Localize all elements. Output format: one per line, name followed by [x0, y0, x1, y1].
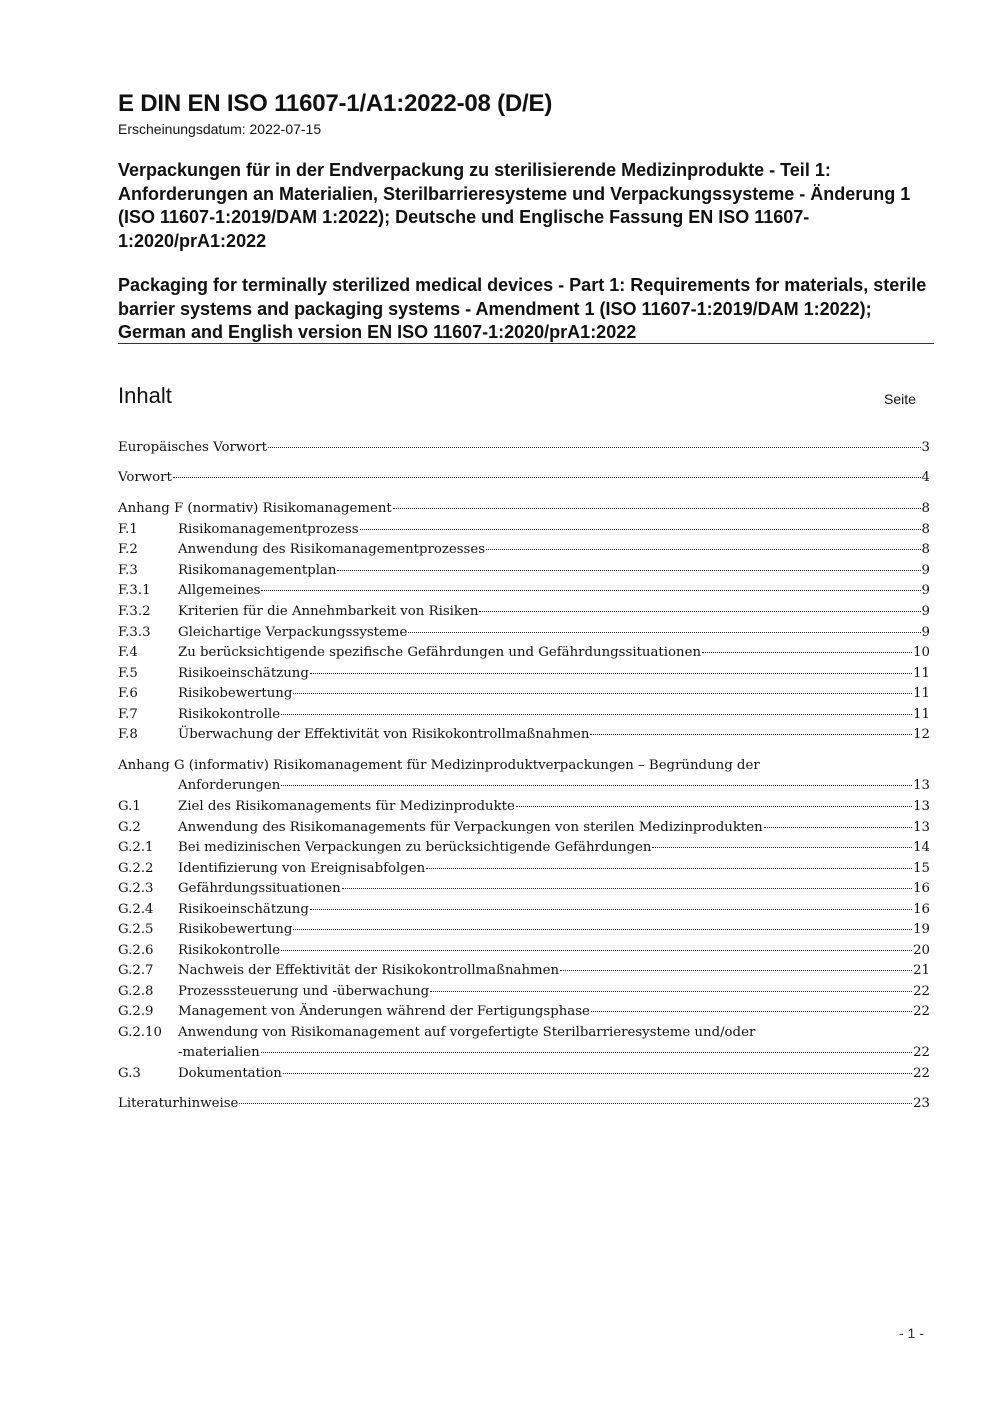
toc-entry-title: Ziel des Risikomanagements für Medizinprodukte: [178, 799, 515, 814]
toc-leader-dots: [261, 590, 920, 591]
document-id: E DIN EN ISO 11607-1/A1:2022-08 (D/E): [118, 90, 553, 117]
toc-leader-dots: [393, 508, 921, 509]
toc-leader-dots: [516, 806, 912, 807]
toc-leader-dots: [702, 652, 912, 653]
toc-entry-title: Anwendung des Risikomanagements für Verpackungen von sterilen Medizinprodukten: [178, 820, 763, 835]
toc-entry-number: G.2.5: [118, 922, 154, 937]
toc-page-column-label: Seite: [884, 391, 916, 407]
toc-entry-number: G.2.7: [118, 963, 154, 978]
toc-entry-number: G.2.1: [118, 840, 154, 855]
toc-entry-title: Anwendung von Risikomanagement auf vorgefertigte Sterilbarrieresysteme und/oder: [178, 1025, 756, 1040]
toc-entry-number: F.2: [118, 542, 138, 557]
toc-entry-page: 9: [921, 563, 930, 578]
toc-entry-page: 9: [921, 604, 930, 619]
toc-entry[interactable]: [118, 522, 930, 542]
toc-entry-page: 16: [913, 902, 930, 917]
toc-leader-dots: [652, 847, 912, 848]
toc-entry-title-continued: -materialien: [178, 1045, 260, 1060]
toc-entry-title: Vorwort: [118, 470, 172, 485]
toc-entry-page: 22: [913, 984, 930, 999]
toc-entry-page: 13: [913, 799, 930, 814]
toc-leader-dots: [293, 929, 912, 930]
toc-entry-line: [178, 1045, 930, 1065]
toc-entry-page: 14: [913, 840, 930, 855]
toc-entry-page: 22: [913, 1045, 930, 1060]
toc-entry-title: Kriterien für die Annehmbarkeit von Risiken: [178, 604, 479, 619]
toc-leader-dots: [486, 549, 920, 550]
toc-entry-title: Management von Änderungen während der Fertigungsphase: [178, 1004, 590, 1019]
toc-entry-title: Risikoeinschätzung: [178, 666, 309, 681]
toc-entry-title: Anhang G (informativ) Risikomanagement für Medizinproduktverpackungen – Begründung der: [118, 758, 760, 773]
toc-entry-line: [118, 758, 930, 778]
toc-entry[interactable]: [118, 758, 930, 799]
toc-leader-dots: [360, 529, 921, 530]
toc-entry-number: G.2.10: [118, 1025, 162, 1040]
toc-entry[interactable]: [118, 799, 930, 819]
toc-entry-number: F.6: [118, 686, 138, 701]
toc-entry[interactable]: [118, 881, 930, 901]
toc-entry-page: 11: [913, 666, 930, 681]
toc-entry-page: 10: [913, 645, 930, 660]
toc-entry-title: Nachweis der Effektivität der Risikokontrollmaßnahmen: [178, 963, 560, 978]
toc-leader-dots: [268, 447, 921, 448]
toc-entry-number: F.3.3: [118, 625, 151, 640]
toc-leader-dots: [310, 673, 912, 674]
toc-entry-page: 8: [921, 501, 930, 516]
toc-entry-number: G.2.8: [118, 984, 154, 999]
toc-entry-number: G.2: [118, 820, 141, 835]
toc-entry-title: Risikobewertung: [178, 686, 293, 701]
toc-entry-title: Risikokontrolle: [178, 943, 281, 958]
toc-entry-title: Bei medizinischen Verpackungen zu berücksichtigende Gefährdungen: [178, 840, 652, 855]
toc-entry[interactable]: [118, 707, 930, 727]
toc-entry-title: Literaturhinweise: [118, 1096, 239, 1111]
toc-leader-dots: [337, 570, 920, 571]
toc-entry-title: Risikoeinschätzung: [178, 902, 309, 917]
toc-entry-number: G.1: [118, 799, 141, 814]
toc-leader-dots: [281, 950, 912, 951]
title-english: Packaging for terminally sterilized medical devices - Part 1: Requirements for materials, sterile barrier systems and packaging systems - Amendment 1 (ISO 11607-1:2019/DAM 1:2022); German and English version EN ISO 11607-1:2020/prA1:2022: [118, 275, 927, 342]
toc-entry-number: F.3: [118, 563, 138, 578]
toc-entry-number: F.3.1: [118, 583, 151, 598]
toc-entry-page: 3: [921, 440, 930, 455]
toc-entry-page: 8: [921, 522, 930, 537]
toc-entry[interactable]: [118, 1096, 930, 1116]
toc-entry-title-continued: Anforderungen: [178, 778, 281, 793]
toc-entry-page: 4: [921, 470, 930, 485]
toc-entry[interactable]: [118, 542, 930, 562]
toc-leader-dots: [479, 611, 920, 612]
toc-leader-dots: [310, 909, 912, 910]
toc-entry-page: 8: [921, 542, 930, 557]
toc-leader-dots: [764, 827, 912, 828]
title-german: Verpackungen für in der Endverpackung zu sterilisierende Medizinprodukte - Teil 1: Anforderungen an Materialien, Sterilbarrieresysteme und Verpackungssysteme - Änderung 1 (ISO 11607-1:2019/DAM 1:2022); Deutsche und Englische Fassung EN ISO 11607-1:2020/prA1:2022: [118, 160, 911, 251]
toc-entry-page: 13: [913, 778, 930, 793]
toc-entry[interactable]: [118, 1025, 930, 1066]
toc-entry-page: 11: [913, 707, 930, 722]
toc-entry[interactable]: [118, 645, 930, 665]
toc-entry-title: Risikomanagementplan: [178, 563, 337, 578]
toc-entry-title: Gleichartige Verpackungssysteme: [178, 625, 408, 640]
toc-entry[interactable]: [118, 666, 930, 686]
toc-leader-dots: [590, 734, 912, 735]
toc-entry[interactable]: [118, 625, 930, 645]
toc-entry-page: 9: [921, 583, 930, 598]
toc-entry-number: F.5: [118, 666, 138, 681]
toc-entry-number: G.2.9: [118, 1004, 154, 1019]
toc-entry[interactable]: [118, 820, 930, 840]
toc-entry-page: 22: [913, 1004, 930, 1019]
toc-entry[interactable]: [118, 840, 930, 860]
toc-leader-dots: [293, 693, 912, 694]
toc-entry-title: Risikobewertung: [178, 922, 293, 937]
toc-entry-title: Überwachung der Effektivität von Risikokontrollmaßnahmen: [178, 727, 590, 742]
toc-leader-dots: [591, 1011, 912, 1012]
toc-entry-number: G.2.3: [118, 881, 154, 896]
toc-heading: Inhalt: [118, 383, 172, 408]
toc-leader-dots: [261, 1052, 912, 1053]
toc-entry-title: Allgemeines: [178, 583, 261, 598]
toc-entry[interactable]: [118, 583, 930, 603]
toc-entry-title: Identifizierung von Ereignisabfolgen: [178, 861, 426, 876]
toc-entry-page: 16: [913, 881, 930, 896]
toc-entry-number: G.2.6: [118, 943, 154, 958]
toc-entry-page: 9: [921, 625, 930, 640]
toc-entry-page: 23: [913, 1096, 930, 1111]
toc-leader-dots: [283, 1073, 912, 1074]
toc-entry-title: Europäisches Vorwort: [118, 440, 267, 455]
toc-entry-title: Risikokontrolle: [178, 707, 281, 722]
toc-entry-page: 12: [913, 727, 930, 742]
page-number: - 1 -: [899, 1325, 924, 1341]
toc-entry-page: 21: [913, 963, 930, 978]
toc-leader-dots: [430, 991, 912, 992]
toc-entry-page: 20: [913, 943, 930, 958]
toc-entry-page: 19: [913, 922, 930, 937]
toc-entry-number: F.8: [118, 727, 138, 742]
publication-date: Erscheinungsdatum: 2022-07-15: [118, 121, 322, 137]
toc-entry-number: F.4: [118, 645, 138, 660]
toc-entry-title: Zu berücksichtigende spezifische Gefährdungen und Gefährdungssituationen: [178, 645, 702, 660]
toc-entry-page: 11: [913, 686, 930, 701]
toc-entry[interactable]: [118, 1066, 930, 1086]
toc-leader-dots: [281, 714, 912, 715]
toc-entry-number: F.1: [118, 522, 138, 537]
toc-entry-title: Gefährdungssituationen: [178, 881, 341, 896]
toc-leader-dots: [560, 970, 912, 971]
toc-entry[interactable]: [118, 501, 930, 521]
toc-leader-dots: [281, 785, 912, 786]
toc-entry-title: Prozesssteuerung und -überwachung: [178, 984, 430, 999]
toc-leader-dots: [239, 1103, 912, 1104]
toc-entry[interactable]: [118, 563, 930, 583]
toc-entry-page: 22: [913, 1066, 930, 1081]
toc-entry-page: 13: [913, 820, 930, 835]
toc-entry[interactable]: [118, 727, 930, 747]
toc-entry-page: 15: [913, 861, 930, 876]
toc-entry[interactable]: [118, 440, 930, 460]
toc-entry-title: Anwendung des Risikomanagementprozesses: [178, 542, 486, 557]
toc-entry-number: F.7: [118, 707, 138, 722]
toc-entry[interactable]: [118, 902, 930, 922]
toc-entry-number: G.2.4: [118, 902, 154, 917]
toc-entry-line: [178, 778, 930, 798]
toc-entry[interactable]: [118, 686, 930, 706]
toc-entry[interactable]: [118, 922, 930, 942]
toc-entry-title: Anhang F (normativ) Risikomanagement: [118, 501, 392, 516]
toc-leader-dots: [426, 868, 912, 869]
toc-entry[interactable]: [118, 861, 930, 881]
toc-entry[interactable]: [118, 1004, 930, 1024]
toc-entry[interactable]: [118, 604, 930, 624]
title-divider: [118, 343, 934, 344]
toc-entry[interactable]: [118, 943, 930, 963]
toc-entry[interactable]: [118, 984, 930, 1004]
toc-entry-line: [118, 1025, 930, 1045]
toc-entry[interactable]: [118, 963, 930, 983]
toc-leader-dots: [342, 888, 912, 889]
toc-entry-title: Dokumentation: [178, 1066, 282, 1081]
toc-entry-number: G.3: [118, 1066, 141, 1081]
toc-leader-dots: [408, 632, 920, 633]
toc-leader-dots: [173, 477, 921, 478]
toc-entry-number: F.3.2: [118, 604, 151, 619]
toc-entry[interactable]: [118, 470, 930, 490]
toc-entry-number: G.2.2: [118, 861, 154, 876]
toc-entry-title: Risikomanagementprozess: [178, 522, 359, 537]
